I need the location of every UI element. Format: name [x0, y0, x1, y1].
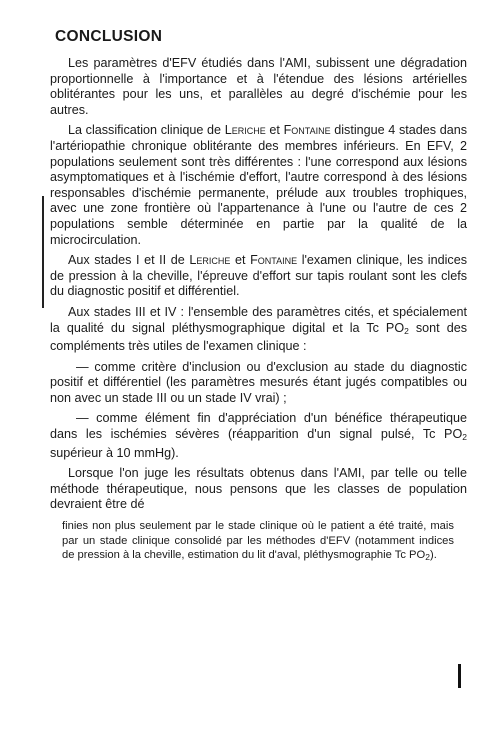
paragraph-7-text-cont: finies non plus seulement par le stade clinique où le patient a été traité, mais par un stade clinique consolidé par les méthodes d'EFV (notamment indices de pression à la cheville, estimation du lit d'aval, pléthysmographie Tc PO: [62, 520, 454, 562]
paragraph-3: Aux stades I et II de Leriche et Fontaine l'examen clinique, les indices de pression à la cheville, l'épreuve d'effort sur tapis roulant sont les clefs du diagnostic positif et différentiel.: [50, 253, 468, 299]
margin-bar: [42, 196, 44, 308]
paragraph-4: Aux stades III et IV : l'ensemble des paramètres cités, et spécialement la qualité du signal pléthysmographique digital et la Tc $PO_2$ sont des compléments très utiles de l'examen clinique :: [50, 304, 467, 354]
author-name: Fontaine: [250, 253, 298, 268]
author-name: Leriche: [224, 123, 266, 138]
paragraph-7-lead: [50, 466, 467, 513]
page-title: CONCLUSION: [55, 28, 163, 45]
final-paragraph: [50, 466, 467, 513]
paragraph-1: Les paramètres d'EFV étudiés dans l'AMI, subissent une dégradation proportionnelle à l'importance et à l'étendue des lésions artérielles oblitérantes pour les uns, et parallèles au degré d'ischémie pour les autres.: [50, 56, 467, 117]
author-name: Leriche: [189, 253, 231, 268]
paragraph-7-continuation: finies non plus seulement par le stade clinique où le patient a été traité, mais par un stade clinique consolidé par les méthodes d'EFV (notamment indices de pression à la cheville, estimation du lit d'aval, pléthysmographie Tc $PO_2$).: [62, 520, 454, 563]
subscript: 2: [404, 325, 409, 336]
subscript: 2: [462, 432, 467, 443]
list-item: — comme critère d'inclusion ou d'exclusion au stade du diagnostic positif et différentiel (les paramètres mesurés étant jugés compatibles ou non avec un stade III ou un stade IV vrai) ;: [50, 359, 467, 405]
author-name: Fontaine: [283, 123, 331, 138]
list-item: — comme élément fin d'appréciation d'un bénéfice thérapeutique dans les ischémies sévères (réapparition d'un signal pulsé, Tc $PO_2$ supérieur à 10 mmHg).: [50, 411, 467, 460]
paragraph-7-text: Lorsque l'on juge les résultats obtenus dans l'AMI, par telle ou telle méthode thérapeutique, nous pensons que les classes de population devraient être dé: [50, 466, 467, 512]
subscript: 2: [425, 552, 430, 563]
body-text: [50, 56, 467, 461]
margin-mark: [458, 664, 461, 688]
paragraph-2: La classification clinique de Leriche et Fontaine distingue 4 stades dans l'artériopathie chronique oblitérante des membres inférieurs. En EFV, 2 populations seulement sont très différentes : l'une correspond aux lésions asymptomatiques et à l'ischémie d'effort, l'autre correspond à des lésions responsables d'ischémie permanente, prélude aux troubles trophiques, avec une zone frontière où l'appartenance à l'une ou l'autre de ces 2 populations semble déterminée en partie par la qualité de la microcirculation.: [50, 123, 468, 247]
